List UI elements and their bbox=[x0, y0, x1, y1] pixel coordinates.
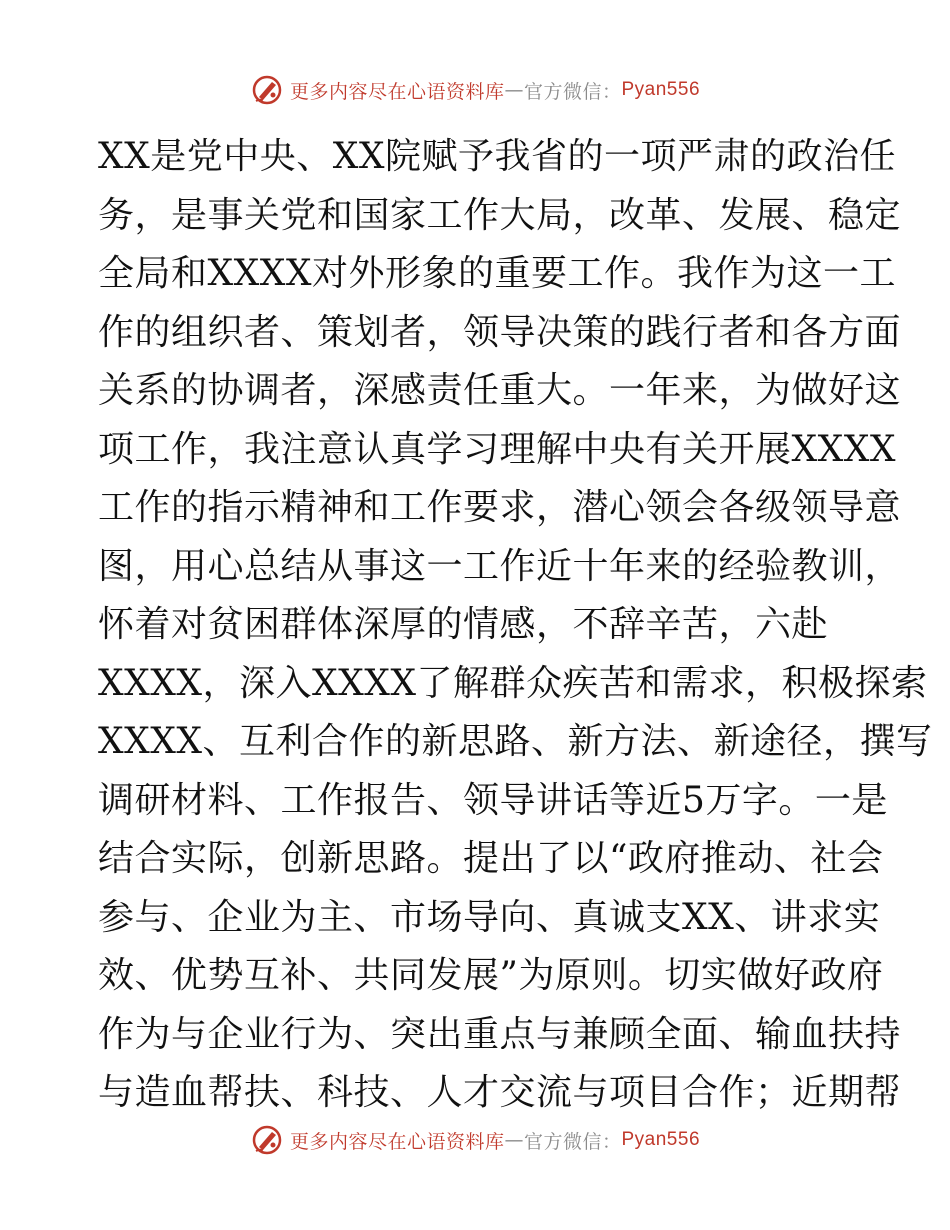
body-line: XX是党中央、XX院赋予我省的一项严肃的政治任 bbox=[98, 136, 897, 177]
body-line: 工作的指示精神和工作要求，潜心领会各级领导意 bbox=[98, 487, 902, 528]
body-line: XXXX，深入XXXX了解群众疾苦和需求，积极探索 bbox=[98, 662, 928, 704]
body-line: 务，是事关党和国家工作大局，改革、发展、稳定 bbox=[98, 194, 902, 236]
document-body bbox=[98, 128, 933, 1123]
brush-pen-logo-icon bbox=[250, 1123, 284, 1157]
body-line: 作为与企业行为、突出重点与兼顾全面、输血扶持 bbox=[98, 1013, 902, 1055]
body-line: 怀着对贫困群体深厚的情感，不辞辛苦，六赴 bbox=[98, 604, 829, 645]
banner-promo-text: 更多内容尽在心语资料库 bbox=[289, 80, 505, 103]
body-line: 关系的协调者，深感责任重大。一年来，为做好这 bbox=[98, 370, 902, 411]
body-line: 结合实际，创新思路。提出了以“政府推动、社会 bbox=[98, 838, 884, 879]
body-line: 项工作，我注意认真学习理解中央有关开展XXXX bbox=[98, 428, 897, 470]
body-line: 效、优势互补、共同发展”为原则。切实做好政府 bbox=[98, 955, 884, 996]
body-line: 参与、企业为主、市场导向、真诚支XX、讲求实 bbox=[98, 896, 881, 938]
banner-wechat-label: 官方微信： bbox=[523, 1130, 622, 1153]
header-banner bbox=[0, 70, 950, 110]
banner-promo-text: 更多内容尽在心语资料库 bbox=[289, 1130, 505, 1153]
body-line: 与造血帮扶、科技、人才交流与项目合作；近期帮 bbox=[98, 1072, 902, 1113]
banner-wechat-id: Pyan556 bbox=[621, 79, 701, 100]
banner-wechat-id: Pyan556 bbox=[621, 1129, 701, 1150]
body-line: XXXX、互利合作的新思路、新方法、新途径，撰写 bbox=[98, 721, 933, 762]
banner-wechat-label: 官方微信： bbox=[523, 80, 622, 103]
body-line: 图，用心总结从事这一工作近十年来的经验教训， bbox=[98, 545, 902, 587]
body-line: 作的组织者、策划者，领导决策的践行者和各方面 bbox=[98, 311, 902, 353]
brush-pen-logo-icon bbox=[250, 73, 284, 107]
footer-banner bbox=[0, 1120, 950, 1160]
banner-separator: — bbox=[504, 1129, 524, 1151]
banner-separator: — bbox=[504, 79, 524, 101]
body-line: 全局和XXXX对外形象的重要工作。我作为这一工 bbox=[98, 253, 897, 294]
body-line: 调研材料、工作报告、领导讲话等近5万字。一是 bbox=[98, 779, 888, 821]
